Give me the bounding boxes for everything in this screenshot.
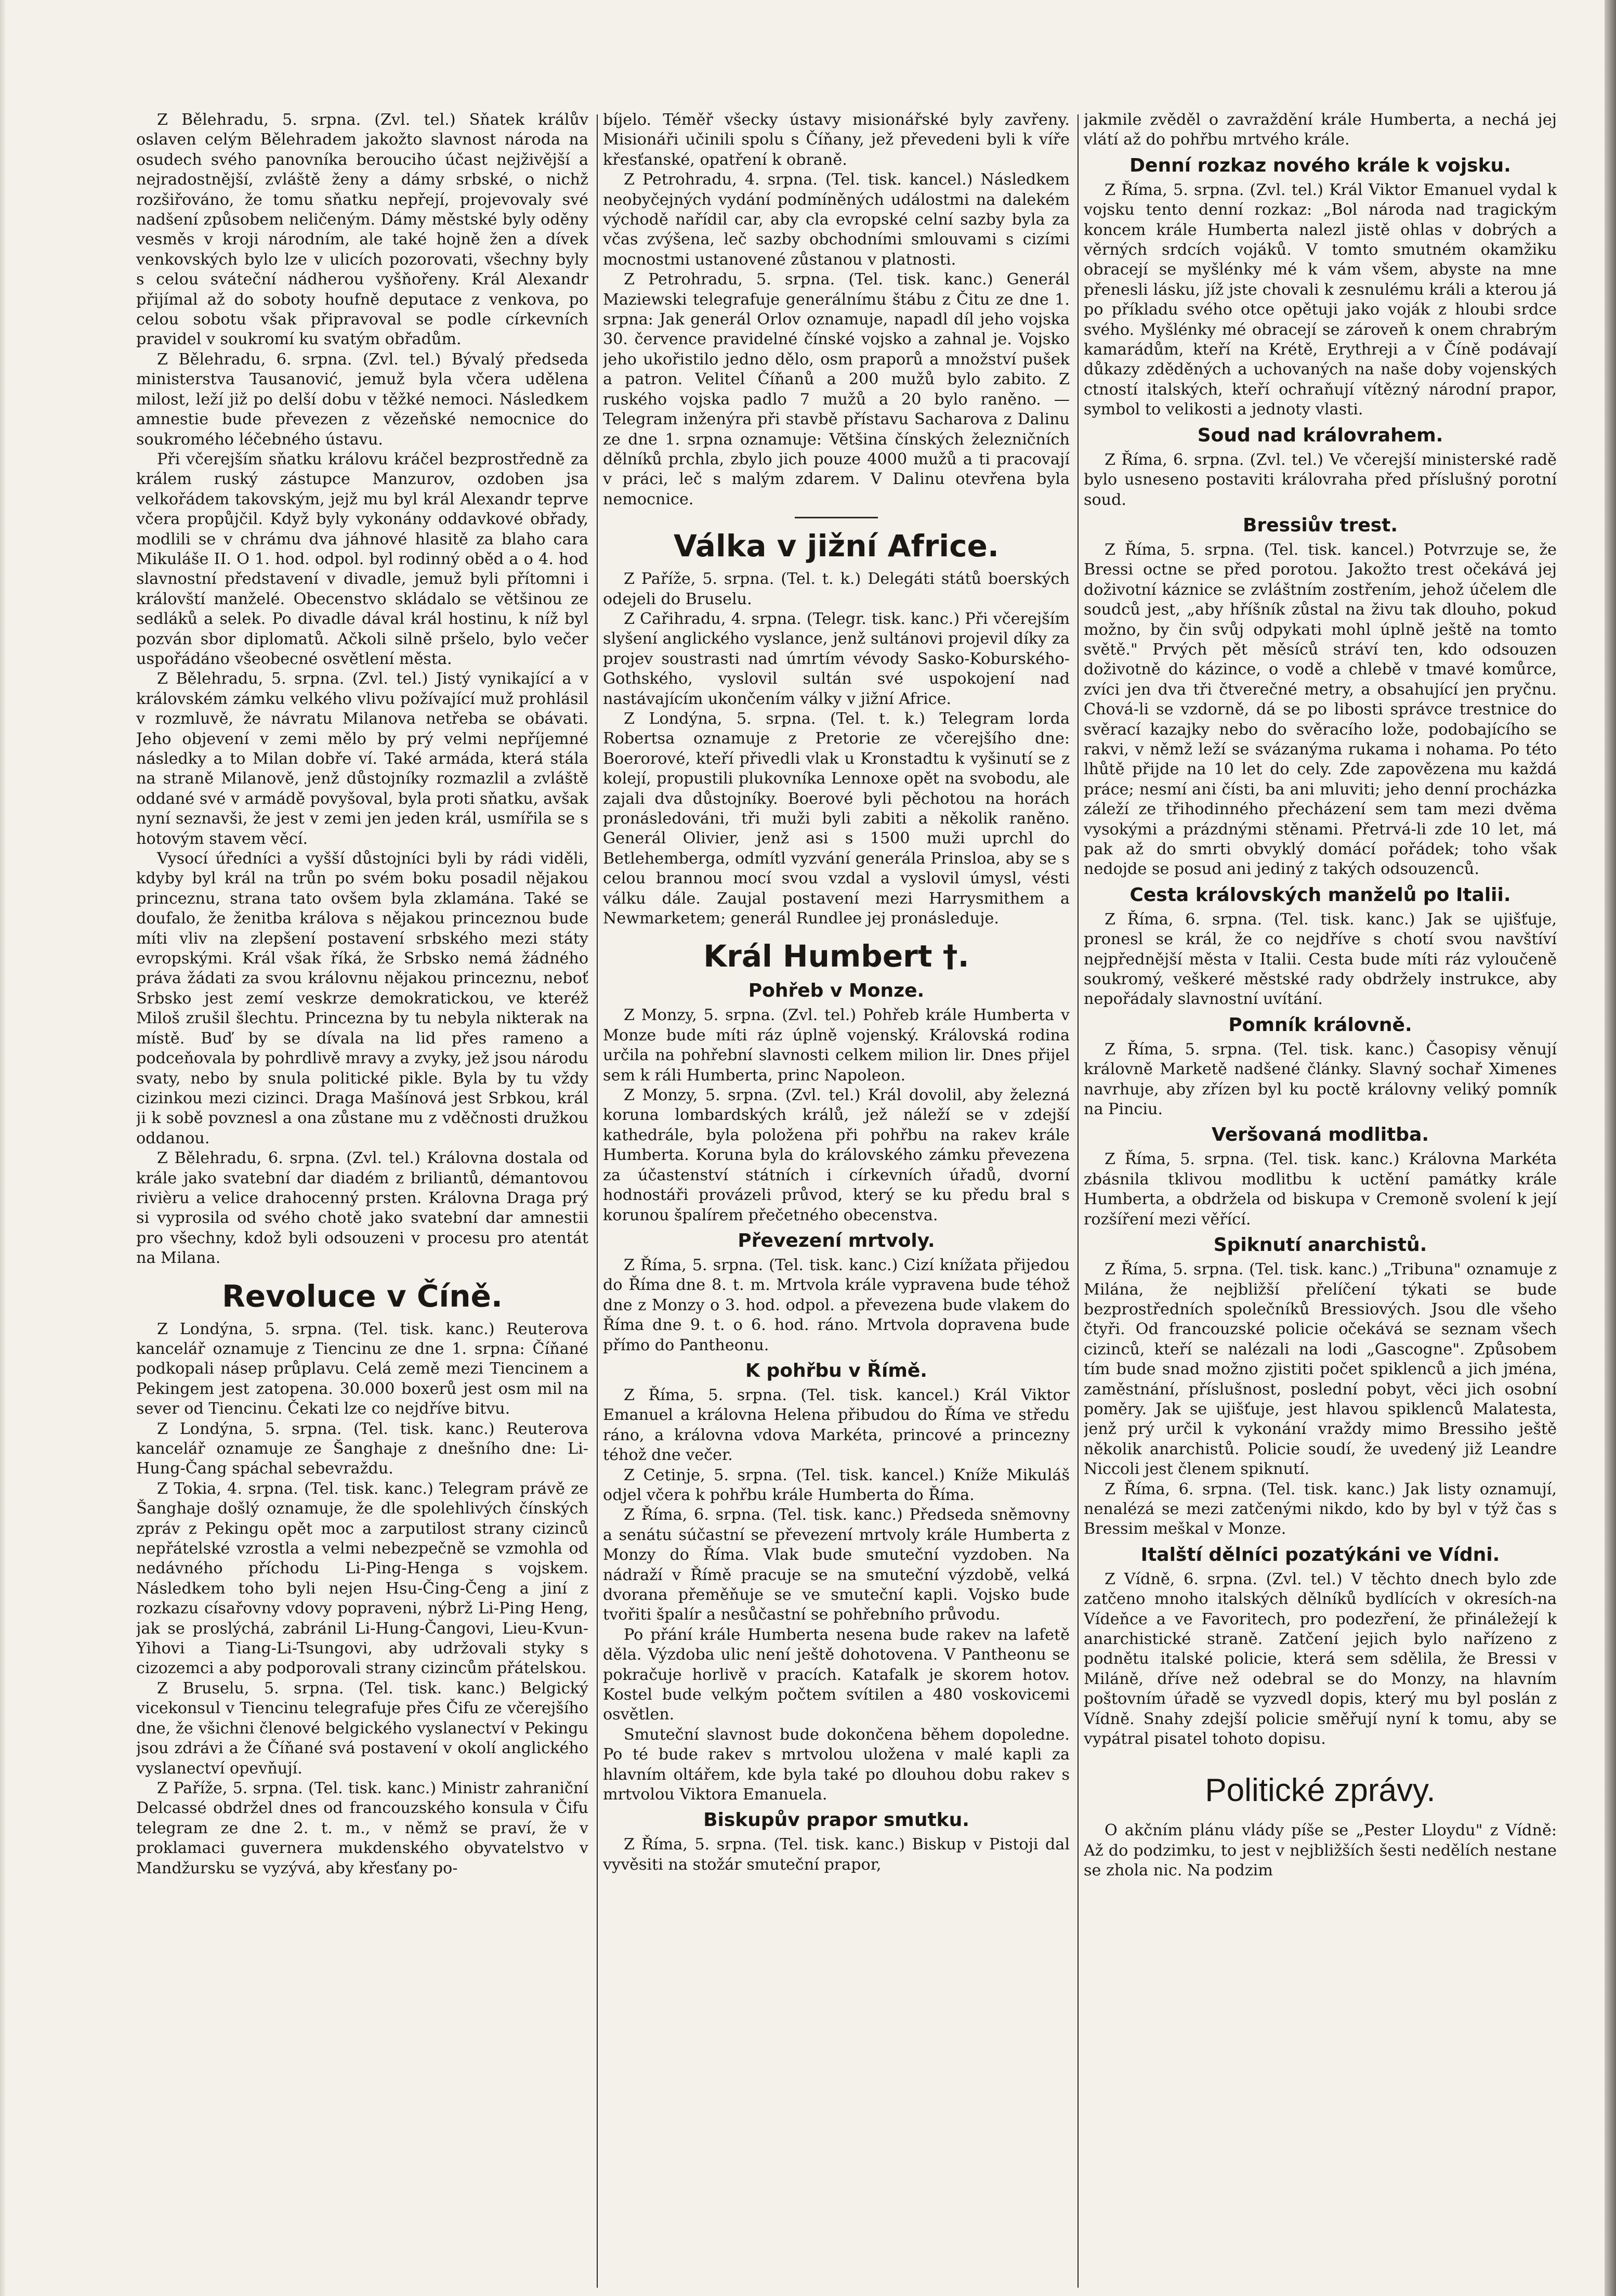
article-paragraph: Z Paříže, 5. srpna. (Tel. t. k.) Delegáti států boerských odejeli do Bruselu.	[603, 570, 1070, 608]
article-paragraph: Z Bělehradu, 5. srpna. (Zvl. tel.) Jistý vynikající a v královském zámku velkého vlivu požívající muž prohlásil v rozmluvě, že návratu Milanova netřeba se obávati. Jeho objevení v zemi mělo by prý velmi nepříjemné následky a to Milan dobře ví. Také armáda, která stála na straně Milanově, jenž důstojníky rozmazlil a zvláště oddané své v armádě povyšoval, byla proti sňatku, avšak nyní seznavši, že jest v zemi jen jeden král, usmířila se s hotovým stavem věcí.	[136, 670, 588, 848]
article-paragraph: Z Vídně, 6. srpna. (Zvl. tel.) V těchto dnech bylo zde zatčeno mnoho italských dělníků bydlících v okresích-na Vídeňce a ve Favoritech, pro podezření, že přináležejí k anarchistické straně. Zatčení jejich bylo nařízeno z podnětu italské policie, která sem sdělila, že Bressi v Miláně, dříve než odebral se do Monzy, na hlavním poštovním úřadě se vyzvedl dopis, který mu byl poslán z Vídně. Snahy zdejší policie směřují nyní k tomu, aby se vypátral pisatel tohoto dopisu.	[1084, 1570, 1557, 1749]
subsection-heading: Bressiův trest.	[1242, 514, 1398, 536]
section-heading: Král Humbert †.	[703, 938, 969, 974]
article-paragraph: Z Monzy, 5. srpna. (Zvl. tel.) Král dovolil, aby železná koruna lombardských králů, jež náleží se v zdejší kathedrále, byla položena při pohřbu na rakev krále Humberta. Koruna byla do královského zámku převezena za účastenství státních i církevních úřadů, dvorní hodnostáři provázeli průvod, který se ku předu bral s korunou špalírem přečetného obecenstva.	[603, 1086, 1070, 1224]
article-paragraph: Z Říma, 5. srpna. (Tel. tisk. kanc.) Cizí knížata přijedou do Říma dne 8. t. m. Mrtvola krále vypravena bude téhož dne z Monzy o 3. hod. odpol. a převezena bude vlakem do Říma dne 9. t. o 6. hod. ráno. Mrtvola dopravena bude přímo do Pantheonu.	[603, 1256, 1070, 1354]
article-paragraph: Z Cařihradu, 4. srpna. (Telegr. tisk. kanc.) Při včerejším slyšení anglického vyslance, jenž sultánovi projevil díky za projev soustrasti nad úmrtím vévody Sasko-Koburského-Gothského, vyslovil sultán své uspokojení nad nastávajícím ukončením války v jižní Africe.	[603, 609, 1070, 708]
section-heading: Revoluce v Číně.	[222, 1278, 503, 1314]
article-paragraph: Z Petrohradu, 4. srpna. (Tel. tisk. kancel.) Následkem neobyčejných vydání podmíněných událostmi na dalekém východě nařídil car, aby cla evropské celní sazby byla za včas zvýšena, leč sazby obchodními smlouvami s cizími mocnostmi ustanovené zůstanou v platnosti.	[603, 171, 1070, 269]
article-paragraph: Při včerejším sňatku královu kráčel bezprostředně za králem ruský zástupce Manzurov, ozdoben jsa velkořádem takovským, jejž mu byl král Alexandr teprve včera propůjčil. Když byly vykonány oddavkové obřady, modlili se v chrámu dva jáhnové hlasitě za blaho cara Mikuláše II. O 1. hod. odpol. byl rodinný oběd a o 4. hod slavnostní představení v divadle, jemuž byli přítomni i královští manželé. Obecenstvo skládalo se většinou ze sedláků a selek. Po divadle dával král hostinu, k níž byl pozván sbor diplomatů. Ačkoli silně pršelo, bylo večer uspořádáno všeobecné osvětlení města.	[136, 450, 588, 668]
article-paragraph: Z Paříže, 5. srpna. (Tel. tisk. kanc.) Ministr zahraniční Delcassé obdržel dnes od francouzského konsula v Čifu telegram ze dne 2. t. m., v němž se praví, že v proklamaci guvernera mukdenského obyvatelstvo v Mandžursku se vyzývá, aby křesťany po-	[136, 1779, 588, 1877]
article-paragraph: Z Říma, 5. srpna. (Tel. tisk. kanc.) „Tribuna" oznamuje z Milána, že nejbližší přelíčení týkati se bude bezprostředních společníků Bressiových. Jsou dle všeho čtyři. Od francouzské policie očekává se seznam všech cizinců, kteří se nalézali na lodi „Gascogne". Způsobem tím bude snad možno zjistiti počet spiklenců a jich jména, zaměstnání, příslušnost, poslední pobyt, věci jich osobní poměry. Jak se ujišťuje, jest hlavou spiklenců Malatesta, jenž prý určil k vykonání vraždy mimo Bressiho ještě několik anarchistů. Policie soudí, že uvedený již Leandre Niccoli jest členem spiknutí.	[1084, 1260, 1557, 1479]
article-paragraph: Z Říma, 5. srpna. (Tel. tisk. kanc.) Časopisy věnují královně Marketě nadšené články. Slavný sochař Ximenes navrhuje, aby zřízen byl ku poctě královny veliký pomník na Pinciu.	[1084, 1040, 1557, 1119]
subsection-heading: Převezení mrtvoly.	[738, 1230, 935, 1251]
article-paragraph: Vysocí úředníci a vyšší důstojníci byli by rádi viděli, kdyby byl král na trůn po svém boku posadil nějakou princeznu, strana tato ovšem byla zklamána. Také se doufalo, že ženitba králova s nějakou princeznou bude míti vliv na zlepšení postavení srbského mezi státy evropskými. Král však říká, že Srbsko nemá žádného práva žádati za svou královnu nějakou princeznu, neboť Srbsko jest zemí veskrze demokratickou, ve kteréž Miloš zrušil šlechtu. Princezna by tu nebyla nikterak na místě. Buď by se dívala na lid přes rameno a podceňovala by pohrdlivě mravy a zvyky, jež jsou národu svaty, nebo by snula politické pikle. Byla by tu vždy cizinkou mezi cizinci. Draga Mašínová jest Srbkou, král ji k sobě povznesl a ona zůstane mu z vděčnosti družkou oddanou.	[136, 850, 588, 1147]
article-paragraph: jakmile zvěděl o zavraždění krále Humberta, a nechá jej vlátí až do pohřbu mrtvého krále.	[1084, 111, 1557, 149]
subsection-heading: Denní rozkaz nového krále k vojsku.	[1129, 154, 1511, 176]
article-paragraph: Z Říma, 5. srpna. (Tel. tisk. kancel.) Král Viktor Emanuel a královna Helena přibudou do Říma ve středu ráno, a královna vdova Markéta, princové a princezny téhož dne večer.	[603, 1386, 1070, 1465]
subsection-heading: Spiknutí anarchistů.	[1213, 1234, 1427, 1256]
article-paragraph: Z Bělehradu, 6. srpna. (Zvl. tel.) Bývalý předseda ministerstva Tausanović, jemuž byla včera udělena milost, leží již po delší dobu v těžké nemoci. Následkem amnestie bude převezen z vězeňské nemocnice do soukromého léčebného ústavu.	[136, 350, 588, 449]
article-paragraph: Z Petrohradu, 5. srpna. (Tel. tisk. kanc.) Generál Maziewski telegrafuje generálnímu štábu z Čitu ze dne 1. srpna: Jak generál Orlov oznamuje, napadl díl jeho vojska 30. července pravidelné čínské vojsko a zahnal je. Vojsko jeho ukořistilo jedno dělo, osm praporů a množství pušek a patron. Velitel Číňanů a 200 mužů bylo zabito. Z ruského vojska padlo 7 mužů a 20 bylo raněno. — Telegram inženýra při stavbě přístavu Sacharova z Dalinu ze dne 1. srpna oznamuje: Většina čínských železničních dělníků prchla, zbylo jich pouze 4000 mužů a ti pracovají v práci, leč s malým zdarem. V Dalinu otevřena byla nemocnice.	[603, 270, 1070, 508]
section-heading: Válka v jižní Africe.	[674, 528, 999, 564]
article-paragraph: Z Bělehradu, 6. srpna. (Zvl. tel.) Královna dostala od krále jako svatební dar diadém z briliantů, démantovou rivièru a velice drahocenný prsten. Královna Draga prý si vyprosila od svého chotě jako svatební dar amnestii pro všechny, kdož byli odsouzeni v procesu pro atentát na Milana.	[136, 1149, 588, 1268]
section-heading: Politické zprávy.	[1205, 1772, 1436, 1809]
subsection-heading: Biskupův prapor smutku.	[703, 1809, 969, 1831]
article-paragraph: Z Cetinje, 5. srpna. (Tel. tisk. kancel.) Kníže Mikuláš odjel včera k pohřbu krále Humberta do Říma.	[603, 1466, 1070, 1504]
subsection-heading: Veršovaná modlitba.	[1211, 1124, 1429, 1146]
subsection-heading: Italští dělníci pozatýkáni ve Vídni.	[1140, 1544, 1500, 1566]
scan-left-edge	[0, 0, 6, 2296]
article-paragraph: Z Monzy, 5. srpna. (Zvl. tel.) Pohřeb krále Humberta v Monze bude míti ráz úplně vojenský. Královská rodina určila na pohřební slavnosti celkem milion lir. Dnes přijel sem k ráli Humberta, princ Napoleon.	[603, 1006, 1070, 1085]
column-1	[136, 110, 588, 2289]
subsection-heading: Soud nad královrahem.	[1197, 424, 1443, 446]
article-paragraph: Z Říma, 6. srpna. (Zvl. tel.) Ve včerejší ministerské radě bylo usneseno postaviti královraha před příslušný porotní soud.	[1084, 450, 1557, 509]
article-paragraph: bíjelo. Téměř všecky ústavy misionářské byly zavřeny. Misionáři učinili spolu s Číňany, jež převedeni byli k víře křesťanské, opatření k obraně.	[603, 111, 1070, 169]
article-paragraph: Z Říma, 6. srpna. (Tel. tisk. kanc.) Jak listy oznamují, nenalézá se mezi zatčenými nikdo, kdo by byl v týž čas s Bressim meškal v Monze.	[1084, 1480, 1557, 1538]
article-paragraph: Z Říma, 5. srpna. (Tel. tisk. kanc.) Královna Markéta zbásnila tklivou modlitbu k uctění památky krále Humberta, a obdržela od biskupa v Cremoně svolení k její rozšíření mezi věřící.	[1084, 1150, 1557, 1229]
scan-right-edge	[1605, 0, 1616, 2296]
section-divider	[795, 517, 878, 518]
article-paragraph: Z Říma, 6. srpna. (Tel. tisk. kanc.) Jak se ujišťuje, pronesl se král, že co nejdříve s chotí svou navštíví nejpřednější města v Italii. Cesta bude míti ráz vyloučeně soukromý, veškeré městské rady obdržely instrukce, aby nepořádaly slavnostní uvítání.	[1084, 910, 1557, 1009]
subsection-heading: Pomník královně.	[1228, 1014, 1412, 1036]
article-paragraph: Z Bruselu, 5. srpna. (Tel. tisk. kanc.) Belgický vicekonsul v Tiencinu telegrafuje přes Čifu ze včerejšího dne, že všichni členové belgického vyslanectví v Pekingu jsou zdrávi a že Číňané svá postavení v okolí anglického vyslanectví opevňují.	[136, 1679, 588, 1778]
article-paragraph: Z Říma, 5. srpna. (Tel. tisk. kanc.) Biskup v Pistoji dal vyvěsiti na stožár smuteční prapor,	[603, 1835, 1070, 1874]
article-paragraph: Z Říma, 6. srpna. (Tel. tisk. kanc.) Předseda sněmovny a senátu súčastní se převezení mrtvoly krále Humberta z Monzy do Říma. Vlak bude smuteční vyzdoben. Na nádraží v Římě pracuje se na smuteční výzdobě, velká dvorana přeměňuje se ve smuteční kapli. Vojsko bude tvořiti špalír a nesůčastní se pohřebního průvodu.	[603, 1506, 1070, 1624]
article-paragraph: Smuteční slavnost bude dokončena během dopoledne. Po té bude rakev s mrtvolou uložena v malé kapli za hlavním oltářem, kde byla také po dlouhou dobu rakev s mrtvolou Viktora Emanuela.	[603, 1725, 1070, 1804]
column-3	[1084, 110, 1557, 2289]
column-rule-2	[1078, 114, 1079, 2288]
article-paragraph: Z Londýna, 5. srpna. (Tel. tisk. kanc.) Reuterova kancelář oznamuje ze Šanghaje z dnešního dne: Li-Hung-Čang spáchal sebevraždu.	[136, 1419, 588, 1478]
article-paragraph: O akčním plánu vlády píše se „Pester Lloydu" z Vídně: Až do podzimku, to jest v nejbližších šesti nedělích nestane se zhola nic. Na podzim	[1084, 1821, 1557, 1880]
subsection-heading: Cesta královských manželů po Italii.	[1129, 884, 1511, 906]
article-paragraph: Po přání krále Humberta nesena bude rakev na lafetě děla. Výzdoba ulic není ještě dohotovena. V Pantheonu se pokračuje horlivě v pracích. Katafalk je skorem hotov. Kostel bude velkým počtem svítilen a 480 voskovicemi osvětlen.	[603, 1625, 1070, 1724]
article-paragraph: Z Tokia, 4. srpna. (Tel. tisk. kanc.) Telegram právě ze Šanghaje došlý oznamuje, že dle spolehlivých čínských zpráv z Pekingu opět moc a zarputilost strany cizinců nepřátelské vzrostla a velmi nebezpečně se vzmohla od nedávného příchodu Li-Ping-Henga s vojskem. Následkem toho byli nejen Hsu-Čing-Čeng a jiní z rozkazu císařovny vdovy popraveni, nýbrž Li-Ping Heng, jak se proslýchá, zabránil Li-Hung-Čangovi, Lieu-Kvun-Yihovi a Tiang-Li-Tsungovi, aby udržovali styky s cizozemci a aby podporovali strany cizincům přátelskou.	[136, 1479, 588, 1678]
article-paragraph: Z Londýna, 5. srpna. (Tel. t. k.) Telegram lorda Robertsa oznamuje z Pretorie ze včerejšího dne: Boerorové, kteří přivedli vlak u Kronstadtu k vyšinutí se z kolejí, propustili plukovníka Lennoxe opět na svobodu, ale zajali dva důstojníky. Boerové byli pěchotou na horách pronásledováni, tři muži byli zabiti a několik raněno. Generál Olivier, jenž asi s 1500 muži uprchl do Betlehemberga, odmítl vyzvání generála Prinsloa, aby se s celou brannou mocí svou vzdal a vyslovil úmysl, vésti válku dále. Zaujal postavení mezi Harrysmithem a Newmarketem; generál Rundlee jej pronásleduje.	[603, 709, 1070, 928]
subsection-heading: Pohřeb v Monze.	[748, 980, 925, 1002]
column-rule-1	[597, 114, 598, 2288]
article-paragraph: Z Londýna, 5. srpna. (Tel. tisk. kanc.) Reuterova kancelář oznamuje z Tiencinu ze dne 1. srpna: Číňané podkopali násep průplavu. Celá země mezi Tiencinem a Pekingem jest zatopena. 30.000 boxerů jest osm mil na sever od Tiencinu. Čekati lze co nejdříve bitvu.	[136, 1320, 588, 1418]
article-paragraph: Z Bělehradu, 5. srpna. (Zvl. tel.) Sňatek králův oslaven celým Bělehradem jakožto slavnost národa na osudech svého panovníka berouciho účast nejživější a nejradostnější, zvláště ženy a dámy srbské, o nichž rozšiřováno, že tomu sňatku nepřejí, projevovaly své nadšení způsobem neličeným. Dámy městské byly oděny vesměs v kroji národním, ale také hojně žen a dívek venkovských bylo lze v ulicích pozorovati, všechny byly s celou sváteční nádherou vyšňořeny. Král Alexandr přijímal až do soboty houfně deputace z venkova, po celou sobotu však připravoval se podle církevních pravidel v soukromí ku svatým obřadům.	[136, 111, 588, 349]
subsection-heading: K pohřbu v Římě.	[745, 1360, 927, 1381]
article-paragraph: Z Říma, 5. srpna. (Tel. tisk. kancel.) Potvrzuje se, že Bressi octne se před porotou. Jakožto trest očekává jej doživotní káznice se zvláštním zostřením, jehož účelem dle soudců jest, „aby hříšník zůstal na živu tak dlouho, pokud možno, by čin svůj odpykati mohl úplně ještě na tomto světě." Prvých pět měsíců stráví ten, kdo odsouzen doživotně do kázince, o vodě a chlebě v tmavé komůrce, zvíci jen dva tři čtverečné metry, a obsahující jen pryčnu. Chová-li se vzdorně, dá se po libosti správce trestnice do svěrací kazajky nebo do svěracího lože, podobajícího se rakvi, v němž leží se svázanýma rukama i nohama. Po této lhůtě přijde na 10 let do cely. Zde zapovězena mu každá práce; nesmí ani čísti, ba ani mluviti; jeho denní procházka záleží ze třihodinného přecházení sem tam mezi dvěma vysokými a prázdnými stěnami. Přetrvá-li zde 10 let, má pak až do smrti obvyklý domácí pořádek; toho však nedojde se posud ani jediný z takých odsouzenců.	[1084, 540, 1557, 879]
article-paragraph: Z Říma, 5. srpna. (Zvl. tel.) Král Viktor Emanuel vydal k vojsku tento denní rozkaz: „Bol národa nad tragickým koncem krále Humberta nalezl jistě ohlas v dobrých a věrných srdcích vojáků. V tomto smutném okamžiku obracejí se myšlénky mé k vám všem, abyste na mne přenesli lásku, jíž jste chovali k zesnulému králi a kterou já po příkladu svého otce opětuji jako voják z hloubi srdce svého. Myšlénky mé obracejí se zároveň k onem chrabrým kamarádům, kteří na Krétě, Erythreji a v Číně podávají důkazy zděděných a uchovaných na naše doby vojenských ctností italských, kteří ochraňují vítězný národní prapor, symbol to velikosti a jednoty vlasti.	[1084, 180, 1557, 419]
column-2	[603, 110, 1070, 2289]
